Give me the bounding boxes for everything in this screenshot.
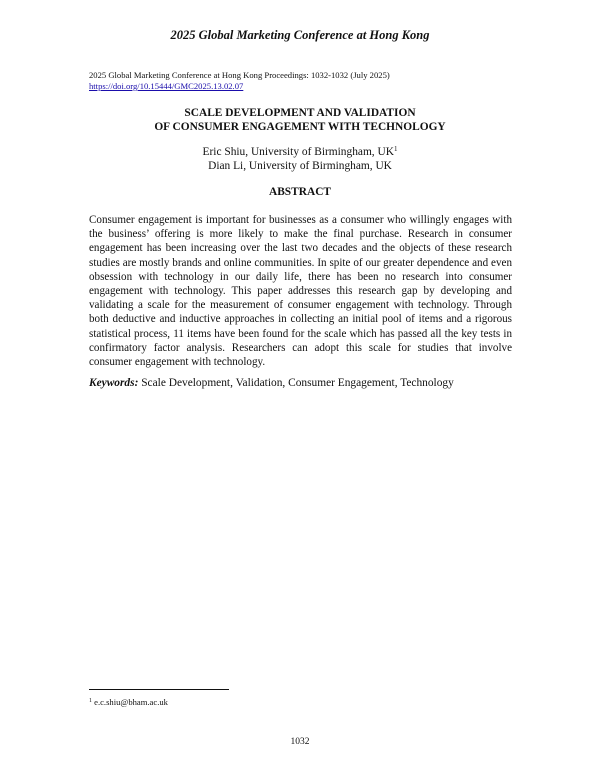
paper-title: [0, 106, 600, 134]
author-2: [0, 159, 600, 173]
proceedings-citation: 2025 Global Marketing Conference at Hong Kong Proceedings: 1032-1032 (July 2025): [89, 70, 390, 80]
abstract-heading: ABSTRACT: [268, 186, 332, 198]
doi-link[interactable]: https://doi.org/10.15444/GMC2025.13.02.07: [89, 81, 244, 91]
keywords-label: Keywords:: [89, 377, 139, 389]
footnote-email: e.c.shiu@bham.ac.uk: [94, 697, 168, 707]
keywords-text: Scale Development, Validation, Consumer Engagement, Technology: [141, 377, 454, 389]
keywords: [89, 376, 519, 390]
author-1: [0, 145, 600, 159]
title-line-2: OF CONSUMER ENGAGEMENT WITH TECHNOLOGY: [154, 121, 446, 133]
footnote: [89, 697, 168, 708]
title-line-1: SCALE DEVELOPMENT AND VALIDATION: [184, 107, 416, 119]
author-1-footnote-mark: 1: [393, 145, 398, 153]
running-header: 2025 Global Marketing Conference at Hong Kong: [170, 28, 430, 42]
footnote-divider: [89, 689, 229, 690]
abstract-body: Consumer engagement is important for businesses as a consumer who willingly engages with the business’ offering is more likely to make the final purchase. Research in consumer engagement has been increasing over the last two decades and the objects of these research studies are mostly brands and online communities. In spite of our greater dependence and even obsession with technology in our daily life, there has been no research into consumer engagement with technology. This paper addresses this research gap by developing and validating a scale for the measurement of consumer engagement with technology. Through both deductive and inductive approaches in collecting an initial pool of items and a rigorous statistical process, 11 items have been found for the scale which has passed all the key tests in confirmatory factor analysis. Researchers can adopt this scale for studies that involve consumer engagement with technology.: [89, 214, 512, 369]
proceedings-info: [89, 70, 390, 92]
author-list: [0, 145, 600, 173]
page-number: 1032: [290, 737, 310, 747]
author-2-affiliation: Dian Li, University of Birmingham, UK: [208, 160, 392, 172]
footnote-mark: 1: [89, 698, 92, 704]
author-1-affiliation: Eric Shiu, University of Birmingham, UK: [202, 146, 394, 158]
